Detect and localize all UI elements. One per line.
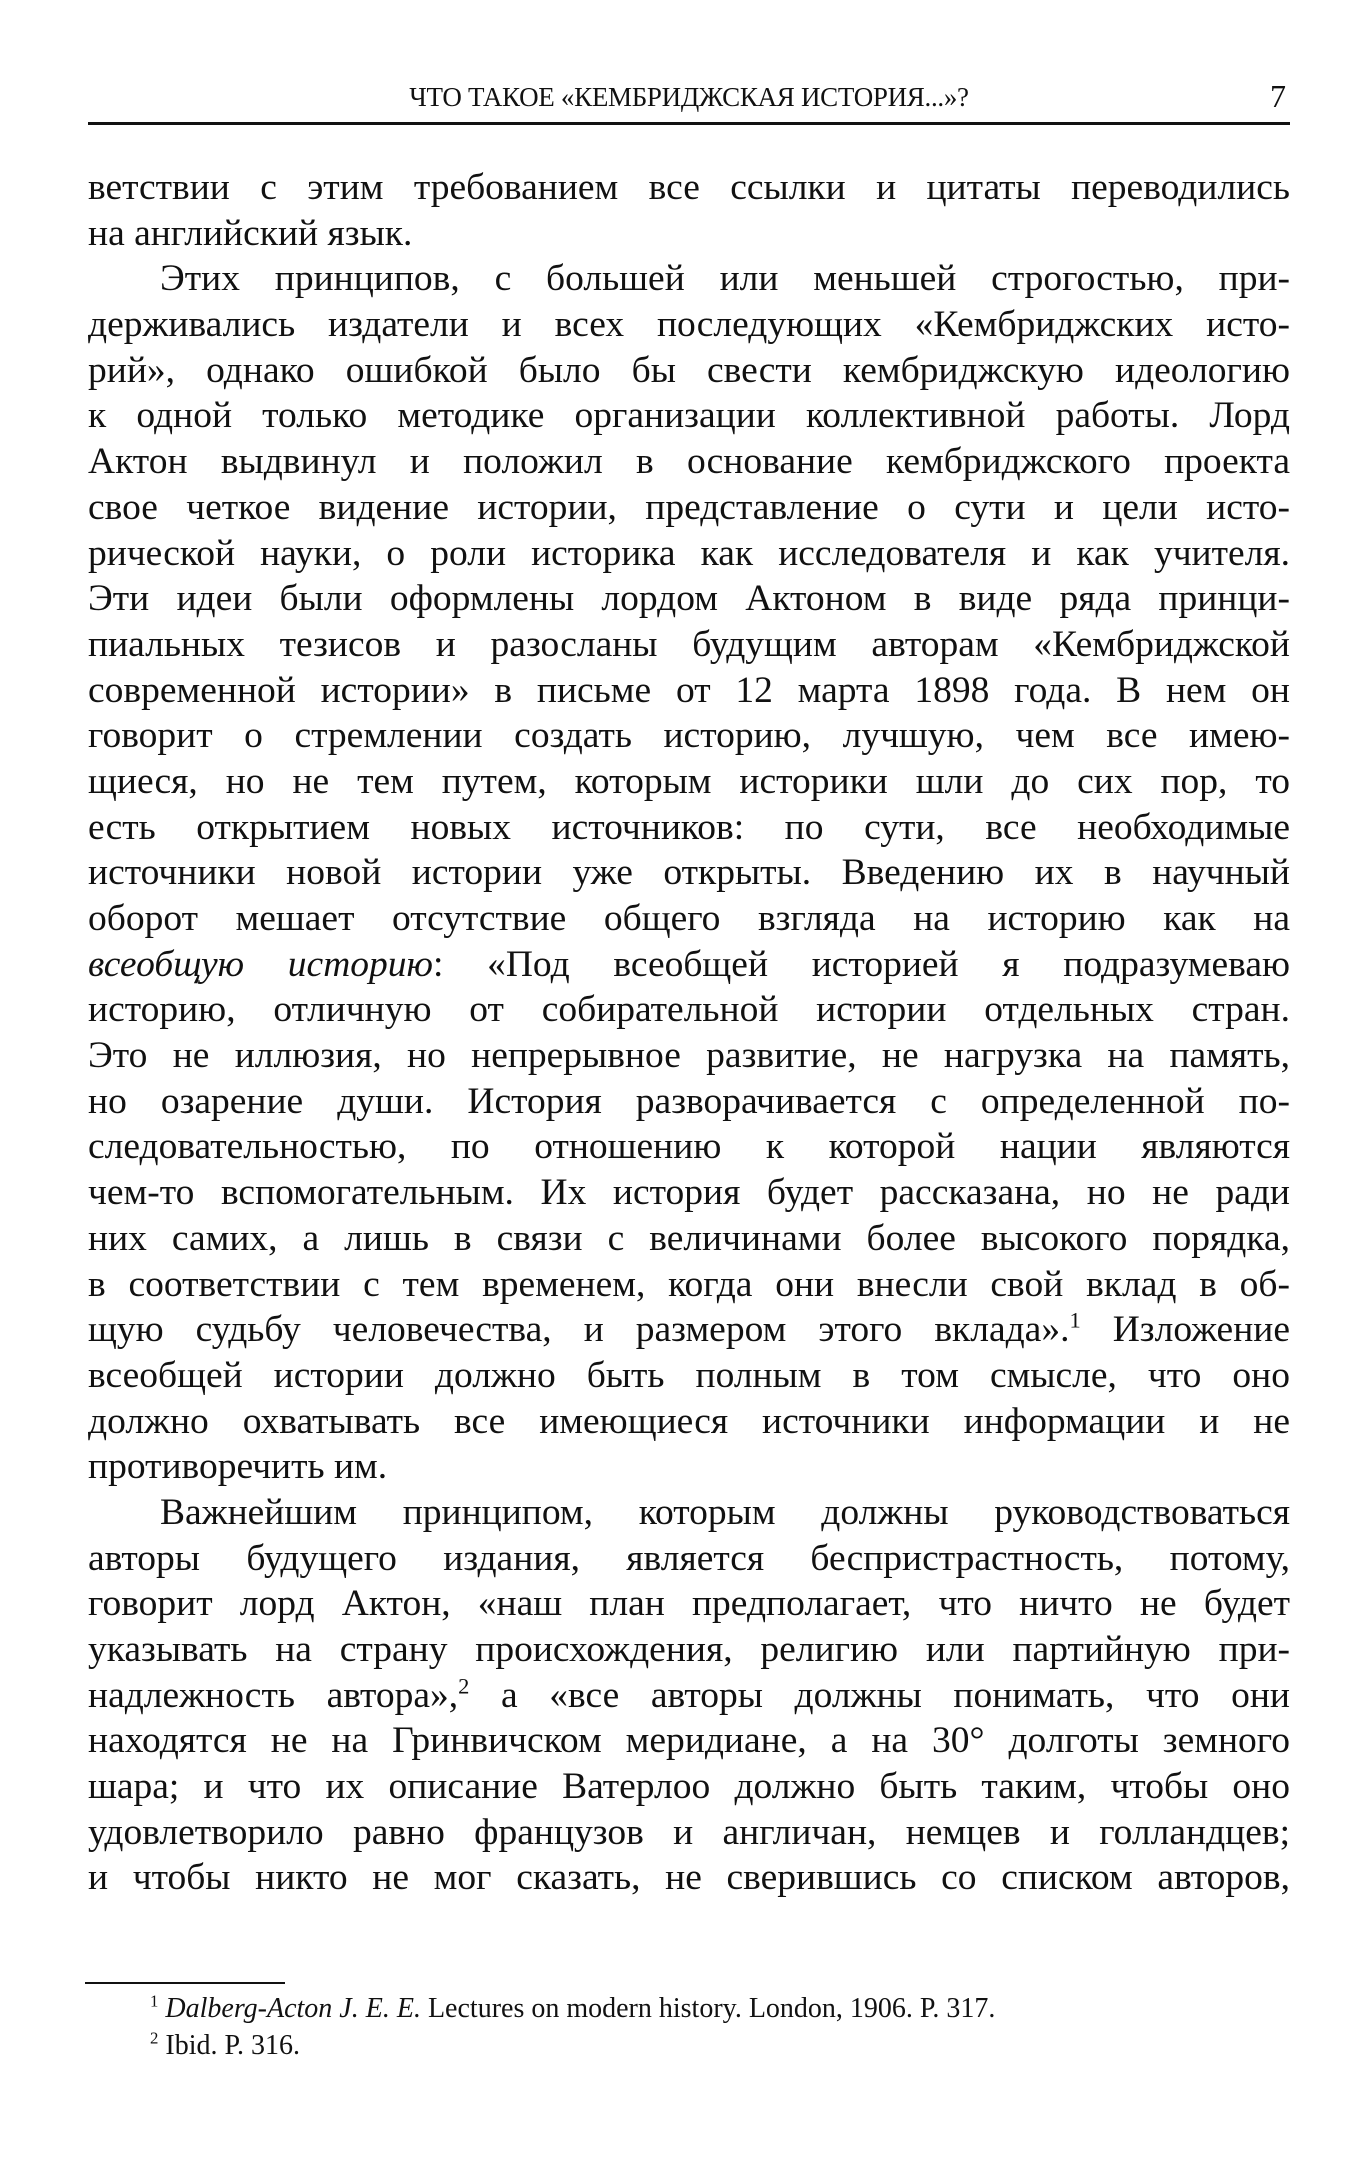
footnotes: [150, 1990, 995, 2064]
text-line: указывать на страну происхождения, религию или партийную при-: [88, 1629, 1290, 1670]
text-line: шара; и что их описание Ватерлоо должно быть таким, чтобы оно: [88, 1766, 1290, 1808]
paragraph: [88, 165, 1290, 256]
body-text: [88, 165, 1290, 1901]
footnote-number: 1: [150, 1991, 159, 2011]
text-line: щую судьбу человечества, и размером этого вклада».$^1$ Изложение: [88, 1307, 1290, 1351]
text-line: оборот мешает отсутствие общего взгляда на историю как на: [88, 898, 1290, 939]
text-line: следовательностью, по отношению к которой нации являются: [88, 1126, 1290, 1168]
text-line: историю, отличную от собирательной истории отдельных стран.: [88, 989, 1290, 1031]
text-line: но озарение души. История разворачивается с определенной по-: [88, 1080, 1290, 1122]
header-rule: [88, 122, 1290, 125]
italic-emphasis: всеобщую историю: [88, 943, 433, 985]
text-line: всеобщей истории должно быть полным в том смысле, что оно: [88, 1354, 1290, 1396]
footnote-ref: 1: [1069, 1307, 1081, 1333]
text-line: на английский язык.: [88, 212, 413, 254]
text-line: есть открытием новых источников: по сути, все необходимые: [88, 806, 1290, 848]
footnote-text: Lectures on modern history. London, 1906. P. 317.: [420, 1993, 996, 2024]
footnote-rule: [85, 1982, 285, 1984]
footnote: [150, 2027, 995, 2064]
text-line: надлежность автора»,$^2$ а «все авторы должны понимать, что они: [88, 1673, 1290, 1716]
footnote: [150, 1990, 995, 2027]
text-line: держивались издатели и всех последующих «Кембриджских исто-: [88, 304, 1290, 346]
text-line: рической науки, о роли историка как исследователя и как учителя.: [88, 532, 1290, 574]
text-line: находятся не на Гринвичском меридиане, а на 30° долготы земного: [88, 1720, 1290, 1762]
text-line: ветствии с этим требованием все ссылки и цитаты переводились: [88, 167, 1290, 208]
text-line: Важнейшим принципом, которым должны руководствоваться: [160, 1491, 1290, 1533]
page-number: 7: [1270, 78, 1286, 114]
text-line: пиальных тезисов и разосланы будущим авторам «Кембриджской: [88, 623, 1290, 665]
text-line: свое четкое видение истории, представление о сути и цели исто-: [88, 486, 1290, 528]
text-line: всеобщую историю: «Под всеобщей историей я подразумеваю: [88, 943, 1290, 985]
footnote-number: 2: [150, 2028, 159, 2048]
text-line: Это не иллюзия, но непрерывное развитие, не нагрузка на память,: [88, 1035, 1290, 1077]
text-line: Актон выдвинул и положил в основание кембриджского проекта: [88, 441, 1290, 483]
running-header: [88, 78, 1290, 118]
paragraph: [88, 256, 1290, 1490]
running-title: ЧТО ТАКОЕ «КЕМБРИДЖСКАЯ ИСТОРИЯ...»?: [409, 82, 969, 112]
text-line: противоречить им.: [88, 1446, 388, 1488]
text-line: удовлетворило равно французов и англичан, немцев и голландцев;: [88, 1811, 1290, 1853]
text-line: должно охватывать все имеющиеся источники информации и не: [88, 1400, 1290, 1442]
footnote-text: Ibid. P. 316.: [158, 2030, 300, 2061]
text-line: в соответствии с тем временем, когда они внесли свой вклад в об-: [88, 1263, 1290, 1305]
text-line: говорит о стремлении создать историю, лучшую, чем все имею-: [88, 715, 1290, 757]
text-line: современной истории» в письме от 12 марта 1898 года. В нем он: [88, 669, 1290, 711]
footnote-ref: 2: [458, 1673, 470, 1699]
text-line: Этих принципов, с большей или меньшей строгостью, при-: [160, 258, 1290, 300]
text-line: источники новой истории уже открыты. Введению их в научный: [88, 852, 1290, 894]
text-line: авторы будущего издания, является беспристрастность, потому,: [88, 1537, 1290, 1579]
text-line: чем-то вспомогательным. Их история будет рассказана, но не ради: [88, 1172, 1290, 1214]
text-line: щиеся, но не тем путем, которым историки шли до сих пор, то: [88, 760, 1290, 802]
text-line: и чтобы никто не мог сказать, не сверившись со списком авторов,: [88, 1857, 1290, 1899]
paragraph: [88, 1490, 1290, 1901]
text-line: Эти идеи были оформлены лордом Актоном в виде ряда принци-: [88, 578, 1290, 620]
text-line: к одной только методике организации коллективной работы. Лорд: [88, 395, 1290, 437]
text-line: рий», однако ошибкой было бы свести кембриджскую идеологию: [88, 349, 1290, 391]
text-line: говорит лорд Актон, «наш план предполагает, что ничто не будет: [88, 1583, 1290, 1625]
footnote-author: Dalberg-Acton J. E. E.: [165, 1993, 421, 2024]
text-line: них самих, а лишь в связи с величинами более высокого порядка,: [88, 1217, 1290, 1259]
